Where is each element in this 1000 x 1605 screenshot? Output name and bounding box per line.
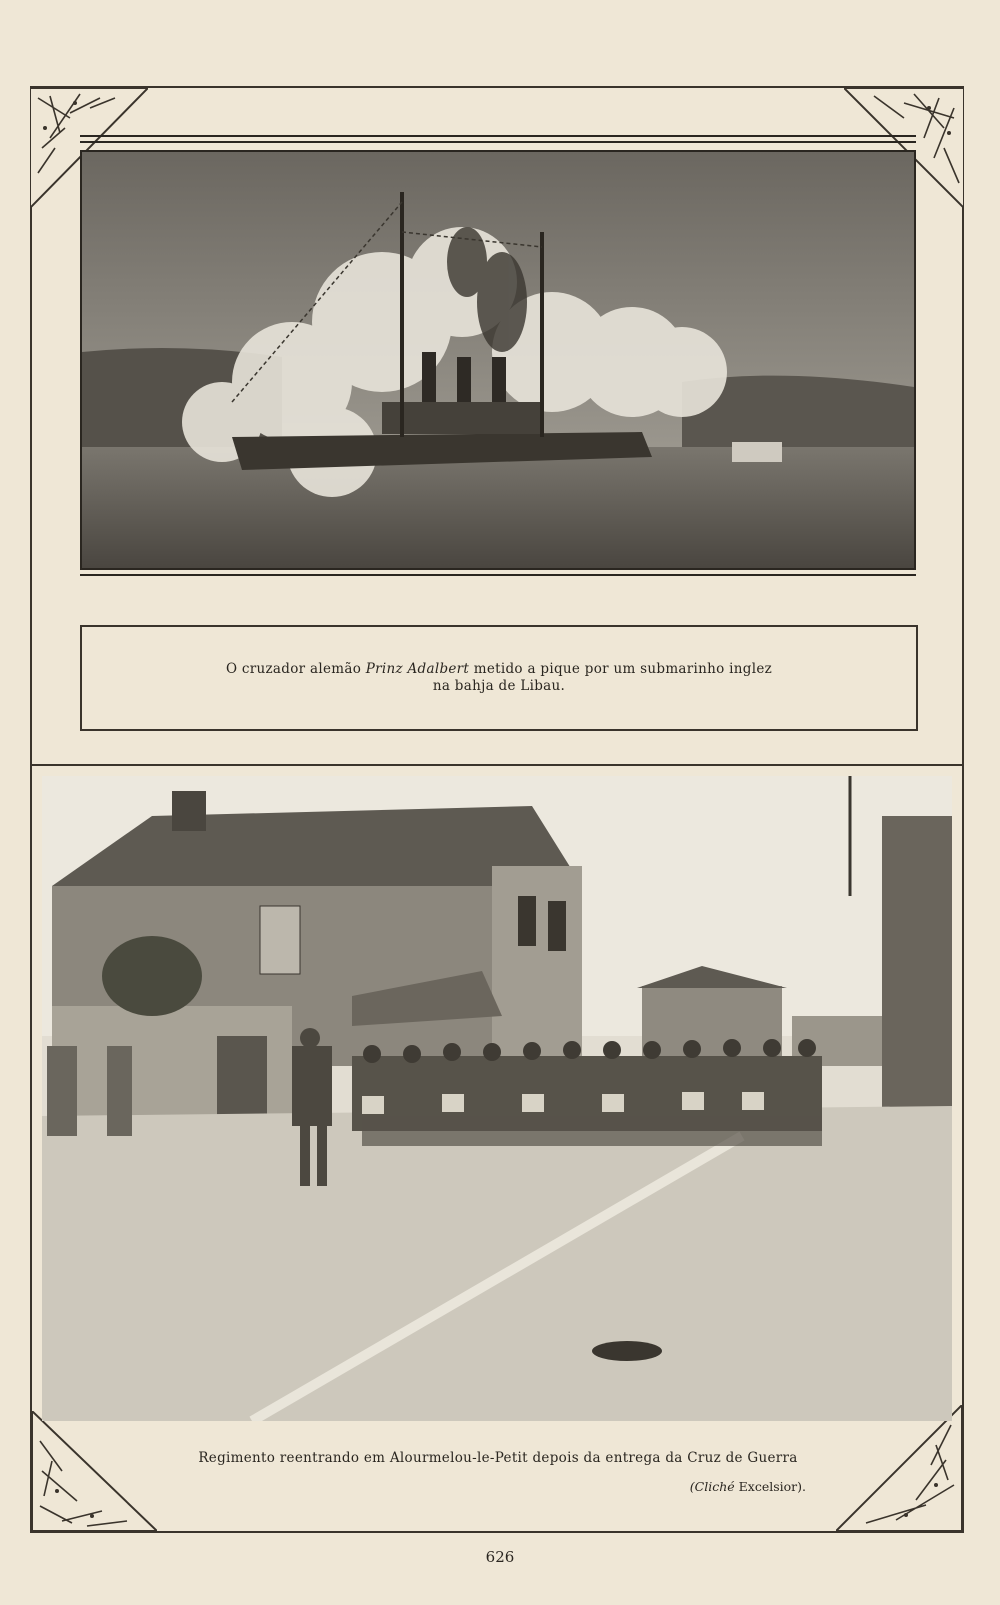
cruiser-caption bbox=[80, 625, 918, 731]
caption-line-2: na bahja de Libau. bbox=[432, 678, 566, 694]
credit-source: Excelsior). bbox=[738, 1479, 806, 1494]
regiment-photo bbox=[42, 776, 952, 1421]
ship-name: Prinz Adalbert bbox=[365, 661, 470, 677]
page-number: 626 bbox=[485, 1548, 515, 1566]
corner-ornament-bottom-left bbox=[32, 1411, 157, 1531]
caption-suffix: metido a pique por um submarinho inglez bbox=[473, 661, 773, 677]
photo-credit bbox=[690, 1479, 806, 1494]
corner-ornament-bottom-right bbox=[836, 1405, 962, 1531]
caption-prefix: O cruzador alemão bbox=[225, 661, 362, 677]
photo-bottom-rule bbox=[80, 568, 916, 576]
photo-top-rule bbox=[80, 135, 916, 143]
regiment-caption: Regimento reentrando em Alourmelou-le-Petit depois da entrega da Cruz de Guerra bbox=[198, 1450, 798, 1466]
cruiser-photo bbox=[80, 150, 916, 570]
caption-line-1 bbox=[226, 661, 772, 678]
section-divider bbox=[32, 764, 964, 766]
credit-italic: (Cliché bbox=[689, 1479, 735, 1494]
